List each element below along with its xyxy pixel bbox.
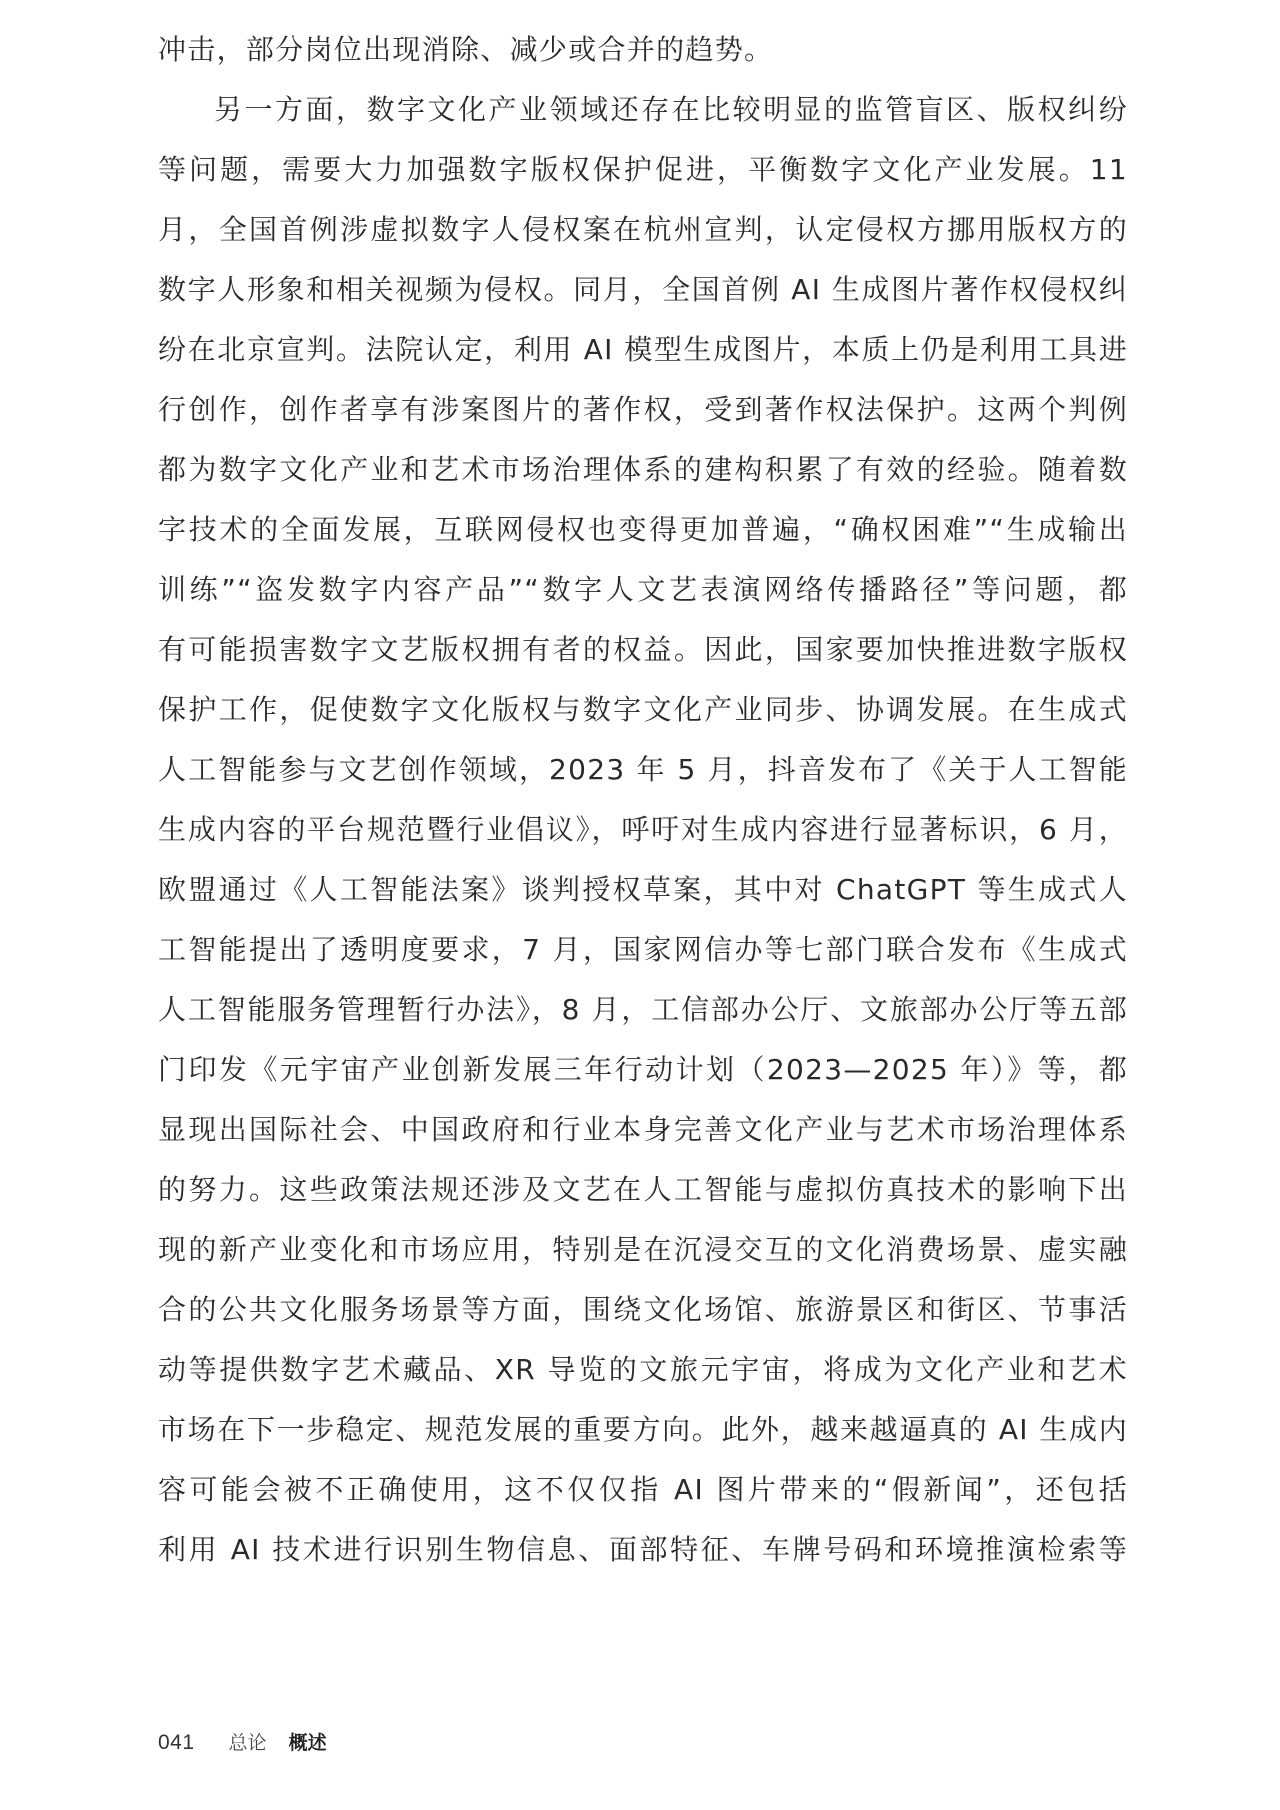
running-section-title: 总论 [228,1733,267,1754]
text-line: 市场在下一步稳定、规范发展的重要方向。此外，越来越逼真的 AI 生成内 [158,1413,1128,1446]
page-body [158,20,1128,1580]
text-line: 等问题，需要大力加强数字版权保护促进，平衡数字文化产业发展。11 [158,153,1128,186]
text-line: 的努力。这些政策法规还涉及文艺在人工智能与虚拟仿真技术的影响下出 [158,1173,1128,1206]
text-line: 训练”“盗发数字内容产品”“数字人文艺表演网络传播路径”等问题，都 [158,573,1128,606]
text-line: 人工智能服务管理暂行办法》，8 月，工信部办公厅、文旅部办公厅等五部 [158,993,1128,1026]
text-line: 人工智能参与文艺创作领域，2023 年 5 月，抖音发布了《关于人工智能 [158,753,1128,786]
text-line: 利用 AI 技术进行识别生物信息、面部特征、车牌号码和环境推演检索等 [158,1533,1128,1566]
text-line: 显现出国际社会、中国政府和行业本身完善文化产业与艺术市场治理体系 [158,1113,1128,1146]
text-line: 月，全国首例涉虚拟数字人侵权案在杭州宣判，认定侵权方挪用版权方的 [158,213,1128,246]
text-line: 动等提供数字艺术藏品、XR 导览的文旅元宇宙，将成为文化产业和艺术 [158,1353,1128,1386]
page-number: 041 [158,1731,195,1754]
running-subsection-title: 概述 [288,1733,327,1754]
text-line: 工智能提出了透明度要求，7 月，国家网信办等七部门联合发布《生成式 [158,933,1128,966]
text-line: 容可能会被不正确使用，这不仅仅指 AI 图片带来的“假新闻”，还包括 [158,1473,1128,1506]
text-line: 现的新产业变化和市场应用，特别是在沉浸交互的文化消费场景、虚实融 [158,1233,1128,1266]
text-line: 字技术的全面发展，互联网侵权也变得更加普遍，“确权困难”“生成输出 [158,513,1128,546]
text-line: 合的公共文化服务场景等方面，围绕文化场馆、旅游景区和街区、节事活 [158,1293,1128,1326]
text-line: 冲击，部分岗位出现消除、减少或合并的趋势。 [158,33,774,66]
text-line: 门印发《元宇宙产业创新发展三年行动计划（2023—2025 年）》等，都 [158,1053,1128,1086]
text-line: 生成内容的平台规范暨行业倡议》，呼吁对生成内容进行显著标识，6 月， [158,813,1128,846]
text-line: 行创作，创作者享有涉案图片的著作权，受到著作权法保护。这两个判例 [158,393,1128,426]
text-line: 数字人形象和相关视频为侵权。同月，全国首例 AI 生成图片著作权侵权纠 [158,273,1128,306]
text-line: 有可能损害数字文艺版权拥有者的权益。因此，国家要加快推进数字版权 [158,633,1128,666]
text-line: 纷在北京宣判。法院认定，利用 AI 模型生成图片，本质上仍是利用工具进 [158,333,1128,366]
paragraph-start-line: 另一方面，数字文化产业领域还存在比较明显的监管盲区、版权纠纷 [214,93,1128,126]
text-line: 都为数字文化产业和艺术市场治理体系的建构积累了有效的经验。随着数 [158,453,1128,486]
page-footer [158,1728,327,1755]
text-line: 欧盟通过《人工智能法案》谈判授权草案，其中对 ChatGPT 等生成式人 [158,873,1128,906]
text-line: 保护工作，促使数字文化版权与数字文化产业同步、协调发展。在生成式 [158,693,1128,726]
